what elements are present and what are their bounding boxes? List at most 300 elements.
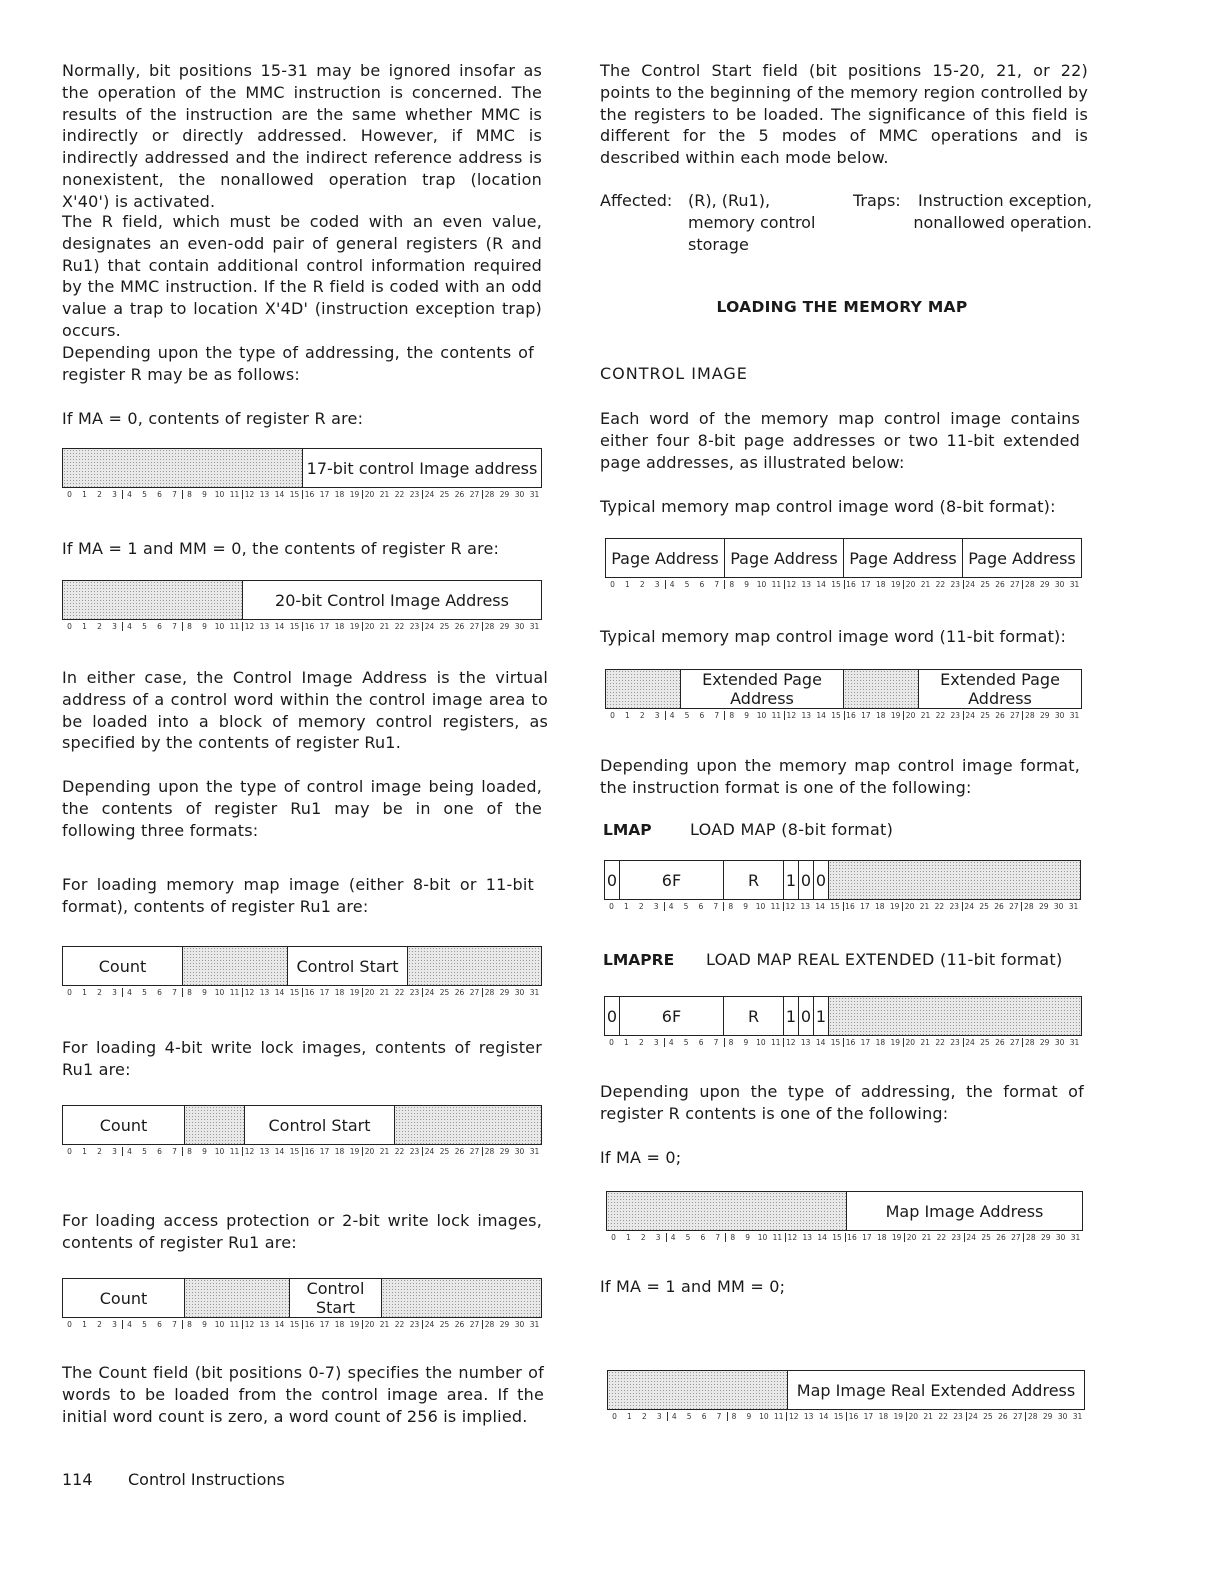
bit-number: 11 bbox=[770, 902, 781, 911]
bit-number: 4 bbox=[668, 1038, 674, 1047]
count-field: Count bbox=[63, 1279, 185, 1317]
bit-number: 23 bbox=[409, 1320, 420, 1329]
bit-number: 30 bbox=[514, 490, 525, 499]
bit-number: 30 bbox=[1057, 1412, 1068, 1421]
bit-number: 21 bbox=[379, 1320, 390, 1329]
bit-number: 21 bbox=[379, 490, 390, 499]
bit-number: 14 bbox=[816, 711, 826, 720]
page-address-field: Page Address bbox=[725, 539, 844, 577]
bit-number: 10 bbox=[214, 1320, 225, 1329]
bit-number: 27 bbox=[469, 1147, 480, 1156]
map-image-real-extended-field: Map Image Real Extended Address bbox=[796, 1380, 1076, 1400]
reserved-field bbox=[408, 947, 541, 985]
bit-number: 3 bbox=[112, 490, 117, 499]
bit-number: 1 bbox=[82, 1320, 87, 1329]
bit-number: 22 bbox=[936, 1233, 947, 1242]
bit-number: 2 bbox=[97, 622, 102, 631]
bit-number: 20 bbox=[908, 1412, 918, 1421]
control-image-17bit-field: 17-bit control Image address bbox=[306, 458, 538, 478]
bit-number: 15 bbox=[833, 1412, 844, 1421]
reserved-field bbox=[63, 581, 243, 619]
register-ru1-4bit-diagram bbox=[62, 1105, 542, 1145]
register-r-ma1-diagram bbox=[62, 580, 542, 620]
bit-number: 13 bbox=[800, 1038, 811, 1047]
bit-number: 6 bbox=[157, 988, 162, 997]
bit-number: 21 bbox=[923, 1412, 933, 1421]
bit-number: 25 bbox=[980, 580, 990, 589]
nibble-divider bbox=[422, 1147, 423, 1156]
bit-number: 27 bbox=[469, 622, 480, 631]
bit-number: 10 bbox=[756, 580, 767, 589]
bit-number: 12 bbox=[786, 580, 797, 589]
bit-number: 17 bbox=[863, 1412, 874, 1421]
paragraph-control-image-address: In either case, the Control Image Address is the virtual address of a control word within the control image area to be loaded into a block of memory control registers, as specified by the contents of register Ru1. bbox=[62, 668, 548, 753]
bit-number: 31 bbox=[1069, 1038, 1080, 1047]
bit-number: 10 bbox=[756, 711, 767, 720]
nibble-divider bbox=[362, 490, 363, 499]
bit-number: 15 bbox=[830, 1038, 841, 1047]
bit-number: 31 bbox=[1072, 1412, 1083, 1421]
bit-number: 23 bbox=[951, 1233, 962, 1242]
nibble-divider bbox=[122, 988, 123, 997]
bit-number: 29 bbox=[499, 1147, 510, 1156]
bit-number: 13 bbox=[803, 1412, 814, 1421]
bit-number: 16 bbox=[846, 711, 856, 720]
bit-number: 24 bbox=[424, 622, 435, 631]
bit-number: 9 bbox=[743, 902, 748, 911]
bit-number: 26 bbox=[995, 1038, 1005, 1047]
bit-position-scale bbox=[62, 490, 542, 499]
nibble-divider bbox=[904, 1233, 905, 1242]
bit-number: 19 bbox=[349, 1147, 360, 1156]
bit-number: 6 bbox=[157, 1147, 162, 1156]
paragraph-control-start: The Control Start field (bit positions 15-20, 21, or 22) points to the beginning of the memory region controlled by the registers to be loaded. The significance of this field is different for the 5 modes of MMC operations and is described within each mode below. bbox=[600, 61, 1088, 168]
bit-number: 5 bbox=[683, 902, 689, 911]
bit-number: 22 bbox=[394, 988, 405, 997]
nibble-divider bbox=[844, 711, 845, 720]
nibble-divider bbox=[122, 622, 123, 631]
bit-number: 1 bbox=[82, 622, 87, 631]
bit-number: 3 bbox=[653, 902, 659, 911]
bit-number: 30 bbox=[514, 1147, 525, 1156]
bit-number: 12 bbox=[785, 1038, 796, 1047]
reserved-field bbox=[608, 1371, 788, 1409]
nibble-divider bbox=[964, 1233, 965, 1242]
bit-number: 4 bbox=[127, 490, 132, 499]
bit-number: 15 bbox=[832, 1233, 842, 1242]
map-image-address-field: Map Image Address bbox=[885, 1201, 1044, 1221]
bit-number: 11 bbox=[774, 1412, 784, 1421]
nibble-divider bbox=[422, 988, 423, 997]
section-heading: LOADING THE MEMORY MAP bbox=[716, 298, 968, 316]
nibble-divider bbox=[962, 902, 963, 911]
bit-number: 24 bbox=[965, 1038, 975, 1047]
page-address-field: Page Address bbox=[844, 539, 963, 577]
bit-number: 29 bbox=[499, 1320, 510, 1329]
bit-number: 3 bbox=[653, 1038, 659, 1047]
register-ru1-2bit-diagram bbox=[62, 1278, 542, 1318]
bit-number: 25 bbox=[981, 1233, 991, 1242]
nibble-divider bbox=[906, 1412, 907, 1421]
map-image-real-extended-diagram bbox=[607, 1370, 1085, 1410]
bit-number: 19 bbox=[349, 988, 360, 997]
bit-number: 13 bbox=[259, 622, 270, 631]
bit-number: 21 bbox=[379, 1147, 390, 1156]
bit-number: 22 bbox=[935, 1038, 945, 1047]
bit-number: 29 bbox=[1038, 902, 1049, 911]
mode-bit-field: 1 bbox=[814, 997, 829, 1035]
bit-number: 24 bbox=[968, 1412, 978, 1421]
bit-number: 30 bbox=[1055, 1233, 1066, 1242]
bit-number: 21 bbox=[919, 902, 930, 911]
nibble-divider bbox=[665, 711, 666, 720]
bit-number: 0 bbox=[67, 490, 72, 499]
opcode-field: 6F bbox=[620, 997, 724, 1035]
bit-position-scale bbox=[604, 1038, 1082, 1047]
nibble-divider bbox=[422, 1320, 423, 1329]
nibble-divider bbox=[963, 1038, 964, 1047]
nibble-divider bbox=[724, 1038, 725, 1047]
bit-number: 0 bbox=[612, 1412, 617, 1421]
nibble-divider bbox=[1022, 711, 1023, 720]
nibble-divider bbox=[242, 1320, 243, 1329]
bit-number: 7 bbox=[714, 580, 720, 589]
nibble-divider bbox=[902, 902, 903, 911]
bit-number: 2 bbox=[639, 580, 645, 589]
nibble-divider bbox=[182, 1320, 183, 1329]
bit-number: 23 bbox=[949, 902, 960, 911]
paragraph-ma1-mm0: If MA = 1 and MM = 0, the contents of register R are: bbox=[62, 539, 500, 558]
bit-number: 31 bbox=[1070, 1233, 1081, 1242]
paragraph-register-r-format: Depending upon the type of addressing, the format of register R contents is one of the following: bbox=[600, 1082, 1084, 1123]
bit-number: 12 bbox=[244, 490, 255, 499]
bit-number: 16 bbox=[845, 902, 855, 911]
bit-number: 19 bbox=[890, 711, 901, 720]
bit-number: 22 bbox=[935, 711, 946, 720]
bit-number: 20 bbox=[364, 490, 375, 499]
bit-number: 27 bbox=[1013, 1412, 1023, 1421]
bit-number: 29 bbox=[499, 622, 510, 631]
bit-number: 20 bbox=[364, 1147, 375, 1156]
bit-number: 31 bbox=[1069, 711, 1080, 720]
nibble-divider bbox=[242, 622, 243, 631]
bit-number: 18 bbox=[875, 1038, 886, 1047]
map-word-11bit-diagram bbox=[605, 669, 1082, 709]
bit-number: 17 bbox=[860, 902, 870, 911]
bit-number: 22 bbox=[938, 1412, 948, 1421]
bit-number: 5 bbox=[142, 1320, 147, 1329]
nibble-divider bbox=[783, 902, 784, 911]
nibble-divider bbox=[362, 1320, 363, 1329]
bit-number: 15 bbox=[289, 988, 300, 997]
traps-label: Traps: bbox=[853, 191, 901, 210]
bit-number: 7 bbox=[172, 1320, 177, 1329]
control-start-field: Control Start bbox=[288, 947, 408, 985]
nibble-divider bbox=[1023, 1233, 1024, 1242]
nibble-divider bbox=[784, 580, 785, 589]
bit-number: 8 bbox=[187, 490, 192, 499]
bit-number: 14 bbox=[274, 490, 285, 499]
bit-number: 3 bbox=[112, 622, 117, 631]
bit-number: 18 bbox=[334, 1147, 345, 1156]
nibble-divider bbox=[482, 490, 483, 499]
bit-number: 12 bbox=[788, 1412, 799, 1421]
bit-number: 30 bbox=[1054, 711, 1065, 720]
bit-number: 20 bbox=[905, 1038, 915, 1047]
paragraph-register-r-contents: Depending upon the type of addressing, the contents of register R may be as follows: bbox=[62, 343, 534, 384]
bit-number: 11 bbox=[229, 1320, 240, 1329]
bit-number: 8 bbox=[187, 1320, 192, 1329]
bit-number: 23 bbox=[409, 490, 420, 499]
bit-number: 16 bbox=[304, 622, 315, 631]
nibble-divider bbox=[725, 1233, 726, 1242]
bit-number: 19 bbox=[349, 1320, 360, 1329]
bit-number: 6 bbox=[157, 490, 162, 499]
nibble-divider bbox=[182, 490, 183, 499]
bit-number: 16 bbox=[848, 1412, 859, 1421]
bit-number: 2 bbox=[641, 1412, 647, 1421]
bit-number: 18 bbox=[334, 490, 345, 499]
bit-number: 9 bbox=[746, 1412, 752, 1421]
nibble-divider bbox=[723, 902, 724, 911]
nibble-divider bbox=[963, 711, 964, 720]
bit-number: 14 bbox=[815, 1038, 826, 1047]
bit-number: 25 bbox=[439, 622, 450, 631]
bit-number: 17 bbox=[319, 490, 330, 499]
bit-number: 29 bbox=[1040, 1233, 1051, 1242]
bit-number: 31 bbox=[1068, 902, 1079, 911]
bit-number: 12 bbox=[787, 1233, 798, 1242]
mode-bit-field: 0 bbox=[799, 997, 814, 1035]
bit-number: 15 bbox=[289, 490, 300, 499]
bit-number: 20 bbox=[905, 711, 916, 720]
bit-number: 26 bbox=[996, 1233, 1006, 1242]
bit-number: 10 bbox=[214, 988, 225, 997]
bit-number: 7 bbox=[716, 1412, 722, 1421]
bit-number: 21 bbox=[379, 988, 390, 997]
opcode-field: 6F bbox=[620, 861, 724, 899]
bit-number: 11 bbox=[229, 1147, 240, 1156]
bit-number: 25 bbox=[979, 902, 989, 911]
bit-number: 14 bbox=[815, 902, 825, 911]
nibble-divider bbox=[482, 988, 483, 997]
bit-number: 9 bbox=[743, 1038, 749, 1047]
paragraph-ma-zero-right: If MA = 0; bbox=[600, 1148, 682, 1167]
bit-number: 13 bbox=[259, 490, 270, 499]
bit-number: 20 bbox=[905, 580, 916, 589]
bit-number: 6 bbox=[698, 902, 704, 911]
lmap-instruction-diagram bbox=[604, 860, 1081, 900]
bit-number: 19 bbox=[890, 1038, 901, 1047]
reserved-field bbox=[185, 1279, 290, 1317]
bit-number: 24 bbox=[965, 580, 975, 589]
nibble-divider bbox=[843, 902, 844, 911]
bit-number: 8 bbox=[728, 1038, 734, 1047]
bit-number: 17 bbox=[861, 711, 871, 720]
reserved-field bbox=[183, 947, 288, 985]
affected-label: Affected: bbox=[600, 191, 673, 210]
nibble-divider bbox=[362, 622, 363, 631]
bit-number: 11 bbox=[229, 490, 240, 499]
bit-number: 22 bbox=[935, 580, 946, 589]
bit-number: 23 bbox=[409, 988, 420, 997]
bit-number: 15 bbox=[289, 622, 300, 631]
bit-number: 15 bbox=[831, 711, 841, 720]
bit-number: 14 bbox=[818, 1412, 829, 1421]
bit-number: 21 bbox=[920, 580, 931, 589]
bit-number: 7 bbox=[715, 1233, 721, 1242]
bit-number: 5 bbox=[685, 1233, 691, 1242]
bit-number: 28 bbox=[1025, 711, 1035, 720]
nibble-divider bbox=[362, 988, 363, 997]
bit-number: 2 bbox=[639, 711, 645, 720]
bit-number: 8 bbox=[187, 1147, 192, 1156]
control-image-20bit-field: 20-bit Control Image Address bbox=[275, 590, 509, 610]
bit-number: 24 bbox=[964, 902, 974, 911]
traps-value: Instruction exception, nonallowed operation. bbox=[913, 191, 1092, 232]
bit-number: 12 bbox=[244, 1147, 255, 1156]
bit-number: 17 bbox=[861, 580, 871, 589]
bit-number: 27 bbox=[469, 988, 480, 997]
bit-number: 15 bbox=[289, 1320, 300, 1329]
nibble-divider bbox=[362, 1147, 363, 1156]
nibble-divider bbox=[724, 580, 725, 589]
bit-number: 7 bbox=[713, 902, 719, 911]
nibble-divider bbox=[302, 490, 303, 499]
bit-number: 28 bbox=[484, 490, 495, 499]
bit-number: 11 bbox=[229, 988, 240, 997]
bit-number: 1 bbox=[623, 902, 629, 911]
nibble-divider bbox=[422, 490, 423, 499]
bit-number: 8 bbox=[729, 711, 735, 720]
bit-number: 3 bbox=[112, 1147, 117, 1156]
bit-number: 29 bbox=[1039, 711, 1050, 720]
bit-position-scale bbox=[604, 902, 1081, 911]
bit-number: 25 bbox=[980, 1038, 990, 1047]
lmapre-mnemonic: LMAPRE bbox=[603, 951, 675, 969]
bit-number: 30 bbox=[1054, 580, 1065, 589]
paragraph-memory-map-image: For loading memory map image (either 8-bit or 11-bit format), contents of register Ru1 are: bbox=[62, 875, 534, 916]
nibble-divider bbox=[724, 711, 725, 720]
bit-number: 9 bbox=[202, 1147, 207, 1156]
bit-number: 15 bbox=[830, 902, 840, 911]
bit-number: 3 bbox=[112, 1320, 117, 1329]
reserved-field bbox=[829, 861, 1080, 899]
bit-number: 27 bbox=[469, 490, 480, 499]
bit-number: 1 bbox=[82, 490, 87, 499]
bit-number: 0 bbox=[611, 1233, 616, 1242]
bit-number: 21 bbox=[920, 711, 931, 720]
bit-number: 28 bbox=[1027, 1412, 1038, 1421]
bit-number: 25 bbox=[439, 490, 450, 499]
bit-number: 27 bbox=[1009, 902, 1019, 911]
nibble-divider bbox=[843, 1038, 844, 1047]
nibble-divider bbox=[242, 490, 243, 499]
bit-number: 1 bbox=[625, 1233, 631, 1242]
bit-number: 6 bbox=[701, 1412, 707, 1421]
bit-number: 5 bbox=[684, 711, 690, 720]
paragraph-count-field: The Count field (bit positions 0-7) specifies the number of words to be loaded from the control image area. If the initial word count is zero, a word count of 256 is implied. bbox=[62, 1363, 544, 1426]
bit-number: 21 bbox=[920, 1038, 930, 1047]
nibble-divider bbox=[122, 1147, 123, 1156]
bit-number: 2 bbox=[97, 988, 102, 997]
bit-number: 14 bbox=[816, 580, 826, 589]
lmap-mnemonic: LMAP bbox=[603, 821, 652, 839]
bit-number: 19 bbox=[890, 580, 901, 589]
bit-number: 6 bbox=[698, 1038, 704, 1047]
bit-position-scale bbox=[62, 1320, 542, 1329]
bit-number: 2 bbox=[640, 1233, 646, 1242]
bit-number: 7 bbox=[172, 622, 177, 631]
count-field: Count bbox=[63, 1106, 185, 1144]
bit-number: 13 bbox=[259, 1147, 270, 1156]
bit-number: 0 bbox=[67, 622, 72, 631]
nibble-divider bbox=[786, 1412, 787, 1421]
bit-number: 13 bbox=[259, 988, 270, 997]
bit-number: 17 bbox=[860, 1038, 871, 1047]
indirect-bit-field: 0 bbox=[605, 861, 620, 899]
bit-number: 6 bbox=[157, 1320, 162, 1329]
bit-number: 0 bbox=[610, 711, 615, 720]
bit-number: 22 bbox=[394, 622, 405, 631]
nibble-divider bbox=[482, 1147, 483, 1156]
bit-number: 24 bbox=[424, 988, 435, 997]
bit-position-scale bbox=[607, 1412, 1085, 1421]
bit-number: 14 bbox=[274, 1320, 285, 1329]
bit-number: 8 bbox=[187, 622, 192, 631]
bit-number: 12 bbox=[785, 902, 796, 911]
bit-position-scale bbox=[605, 711, 1082, 720]
bit-number: 4 bbox=[669, 711, 675, 720]
bit-number: 5 bbox=[142, 622, 147, 631]
bit-number: 1 bbox=[624, 580, 630, 589]
bit-position-scale bbox=[62, 1147, 542, 1156]
bit-number: 9 bbox=[202, 1320, 207, 1329]
paragraph-write-lock-4bit: For loading 4-bit write lock images, contents of register Ru1 are: bbox=[62, 1038, 542, 1079]
bit-number: 5 bbox=[142, 490, 147, 499]
bit-number: 17 bbox=[319, 622, 330, 631]
bit-number: 1 bbox=[624, 711, 630, 720]
mode-bit-field: 1 bbox=[784, 861, 799, 899]
mode-bit-field: 0 bbox=[799, 861, 814, 899]
bit-number: 3 bbox=[654, 580, 660, 589]
bit-number: 16 bbox=[304, 988, 315, 997]
bit-number: 28 bbox=[1026, 1233, 1036, 1242]
bit-number: 2 bbox=[638, 902, 644, 911]
bit-number: 22 bbox=[394, 1320, 405, 1329]
bit-number: 5 bbox=[684, 580, 690, 589]
bit-number: 13 bbox=[802, 1233, 813, 1242]
bit-number: 7 bbox=[172, 1147, 177, 1156]
bit-number: 14 bbox=[817, 1233, 827, 1242]
bit-number: 23 bbox=[950, 580, 961, 589]
bit-number: 7 bbox=[713, 1038, 719, 1047]
paragraph-ma-zero: If MA = 0, contents of register R are: bbox=[62, 409, 364, 428]
bit-number: 6 bbox=[157, 622, 162, 631]
bit-number: 5 bbox=[686, 1412, 692, 1421]
bit-number: 30 bbox=[514, 988, 525, 997]
bit-number: 28 bbox=[484, 622, 495, 631]
bit-number: 28 bbox=[484, 988, 495, 997]
bit-number: 19 bbox=[349, 622, 360, 631]
extended-page-address-field: Extended Page Address bbox=[681, 670, 844, 708]
reserved-field bbox=[395, 1106, 541, 1144]
bit-number: 31 bbox=[529, 1147, 540, 1156]
bit-number: 10 bbox=[214, 622, 225, 631]
bit-number: 24 bbox=[966, 1233, 976, 1242]
bit-number: 28 bbox=[1024, 902, 1034, 911]
bit-number: 23 bbox=[950, 711, 961, 720]
